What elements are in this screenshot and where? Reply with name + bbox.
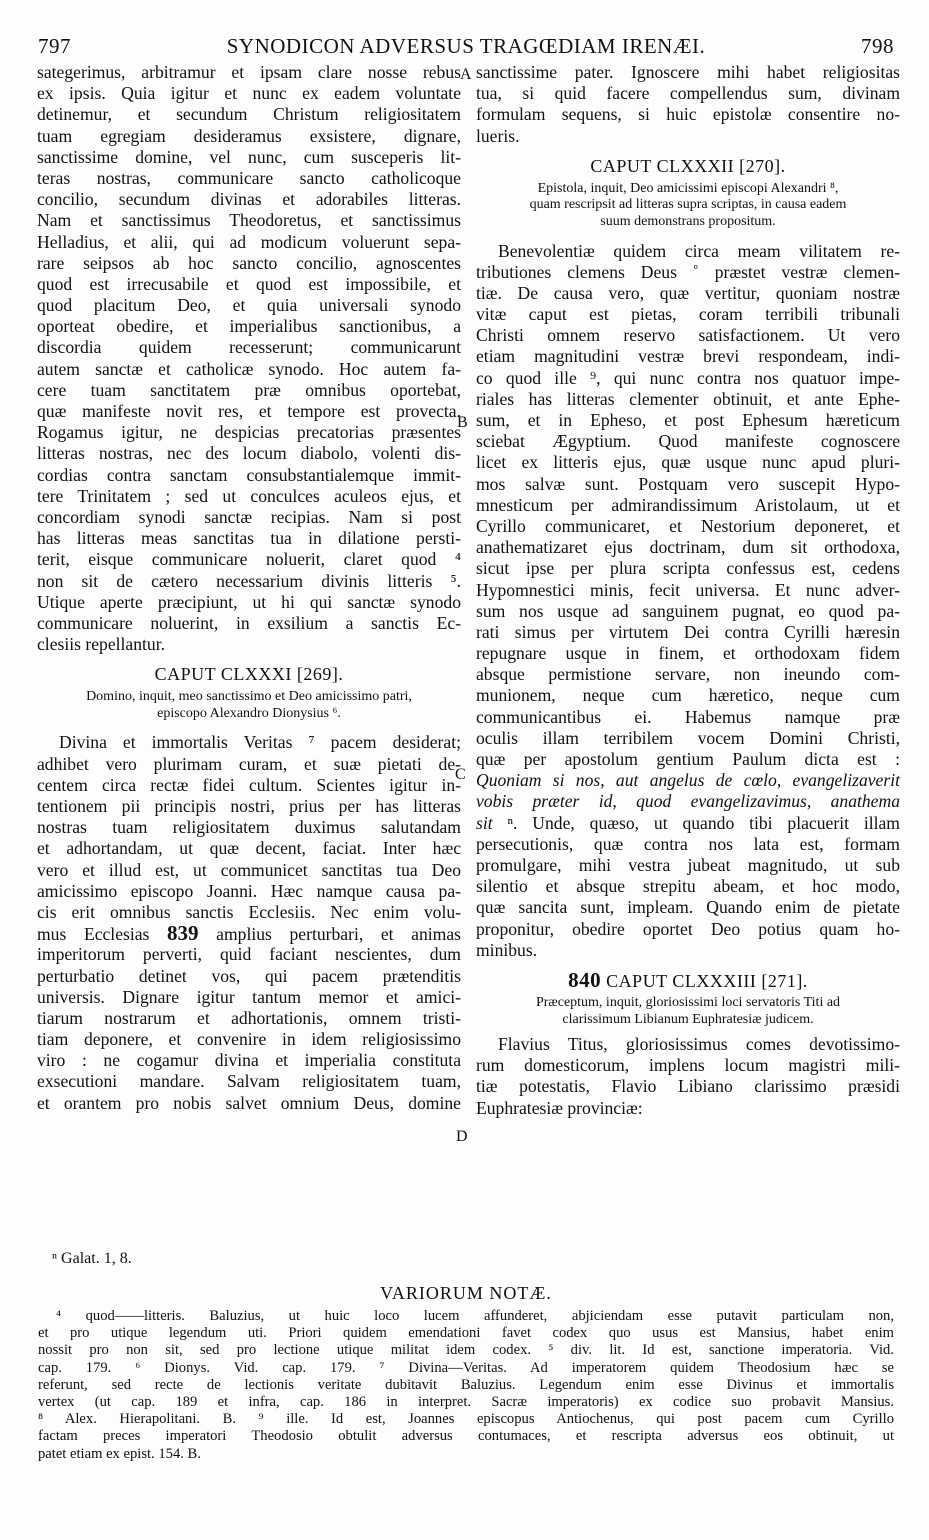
text-line: proponitur, obedire oportet Deo potius quam ho- — [476, 918, 900, 939]
text-line: silentio et absque strepitu abeam, et hoc modo, — [476, 876, 900, 897]
text-line: lueris. — [476, 125, 520, 146]
text-line: perturbatio detinet vos, qui pacem prætenditis — [37, 965, 461, 986]
folio-marker-840: 840 — [568, 967, 602, 992]
text-line: anathematizaret ejus doctrinam, dum sit orthodoxa, — [476, 537, 900, 558]
text-line: sicut ipse per plura scripta confessus est, cedens — [476, 558, 900, 579]
text-line: tiarum nostrarum et adhortationis, omnem tristi- — [37, 1007, 461, 1028]
text-line: Hypomnestici minis, fecit universa. Et nunc adver- — [476, 579, 900, 600]
text-line: sciebat Ægyptium. Quod manifeste cognoscere — [476, 431, 900, 452]
text-line: riales has litteras clementer obtinuit, et ante Ephe- — [476, 388, 900, 409]
right-column — [476, 62, 900, 1119]
notes-title: VARIORUM NOTÆ. — [380, 1283, 552, 1303]
margin-letter-a: A — [460, 66, 472, 83]
text-line: munionem, neque cum hæretico, neque cum — [476, 685, 900, 706]
note-line: patet etiam ex epist. 154. B. — [38, 1445, 201, 1462]
note-line: ⁸ Alex. Hierapolitani. B. ⁹ ille. Id est, Joannes episcopus Antiochenus, qui post pacem cum Cyrillo — [38, 1411, 894, 1428]
text-line: tuam egregiam desideramus exsistere, dignare, — [37, 125, 461, 146]
margin-letter-d: D — [456, 1128, 468, 1145]
text-line: sum nos usque ad sanguinem pugnat, eo quod pa- — [476, 600, 900, 621]
caput-181-heading: CAPUT CLXXXI [269]. — [154, 664, 344, 685]
text-line: quæ manifeste novit res, et tempore est provecta. — [37, 401, 461, 421]
text-line: exsecutioni mandare. Salvam religiositatem tuam, — [37, 1071, 461, 1092]
subtitle-line: clarissimum Libianum Euphratesiæ judicem. — [562, 1011, 814, 1027]
text-line: oculis illam terribilem vocem Domini Christi, — [476, 727, 900, 748]
text-line: centem circa rectæ fidei cultum. Scientes igitur in- — [37, 774, 461, 795]
text-line: Utique aperte præcipiunt, ut hi qui sanctæ synodo — [37, 591, 461, 612]
left-paragraph-2-cont — [37, 944, 461, 1114]
right-paragraph-2 — [476, 241, 900, 771]
text-line: Nam et sanctissimus Theodoretus, et sanctissimus — [37, 210, 461, 231]
left-column — [37, 62, 461, 1114]
subtitle-line: Domino, inquit, meo sanctissimo et Deo amicissimo patri, — [86, 689, 412, 705]
variorum-notes — [38, 1278, 894, 1463]
text-line: imperitorum perverti, quid faciant nescientes, dum — [37, 944, 461, 965]
text-line: quod est irrecusabile et quod est impossibile, et — [37, 273, 461, 294]
text-line: detinemur, et secundum Christum religiositatem — [37, 104, 461, 125]
text-line: Helladius, et alii, qui ad modicum voluerunt sepa- — [37, 231, 461, 252]
caput-182-subtitle — [476, 181, 900, 231]
text-line: ex ipsis. Quia igitur et nunc ex eadem voluntate — [37, 83, 461, 104]
text-line: absque permistione servare, non ineundo com- — [476, 664, 900, 685]
text-line: discordia quidem recesserunt; communicarunt — [37, 337, 461, 358]
text-line: sum, et in Epheso, et post Ephesum hæreticum — [476, 410, 900, 431]
quote-line: vobis præter id, quod evangelizavimus, anathema — [476, 791, 900, 812]
quote-end-line: sit ⁿ. Unde, quæso, ut quando tibi placuerit illam — [476, 812, 900, 833]
page-number-left: 797 — [38, 34, 71, 58]
text-line: amicissimo episcopo Joanni. Hæc namque causa pa- — [37, 880, 461, 901]
text-line: vitæ caput est pietas, coram terribili tribunali — [476, 304, 900, 325]
left-paragraph-2 — [37, 732, 461, 923]
text-line: sanctissime domine, vel nunc, cum susceperis lit- — [37, 146, 461, 167]
text-line: communicantibus ei. Habemus namque præ — [476, 706, 900, 727]
text-line: cis erit omnibus sanctis Ecclesiis. Nec enim volu- — [37, 901, 461, 922]
note-line: ⁴ quod——litteris. Baluzius, ut huic loco lucem affunderet, abjiciendam esse putavit particulam non, — [56, 1308, 894, 1324]
text-line: communicare noluerint, in exsilium a sanctis Ec- — [37, 612, 461, 633]
text-line: tentionem pii principis nostri, prius per has litteras — [37, 796, 461, 816]
note-line: vertex (ut cap. 189 et infra, cap. 186 in interpret. Sacræ imperatoris) ex codice suo probavit Mansius. — [38, 1393, 894, 1410]
note-line: referunt, sed recte de lectionis veritate dubitavit Baluzius. Legendum enim esse Divinus et immortalis — [38, 1376, 894, 1393]
text-line: rum domesticorum, implens locum magistri mili- — [476, 1055, 900, 1076]
text-line: mos salvæ sunt. Postquam vero suscepit Hypo- — [476, 473, 900, 494]
text-line: rare seipsos ab hoc sancto concilio, agnoscentes — [37, 252, 461, 273]
text-line: sanctissime pater. Ignoscere mihi habet religiositas — [476, 62, 900, 82]
text-line: terit, eisque communicare noluerit, claret quod ⁴ — [37, 549, 461, 570]
text-line: tiæ. De causa vero, quæ vertitur, quoniam nostræ — [476, 282, 900, 303]
text-line: co quod ille ⁹, qui nunc contra nos quatuor impe- — [476, 367, 900, 388]
quote-line: Quoniam si nos, aut angelus de cœlo, evangelizaverit — [476, 770, 900, 791]
text-line: repugnare usque in finem, et orthodoxam fidem — [476, 643, 900, 664]
text-line: viro : ne cogamur divina et imperialia constituta — [37, 1050, 461, 1071]
right-paragraph-3 — [476, 834, 900, 961]
caput-183-subtitle — [476, 995, 900, 1028]
margin-letter-c: C — [455, 766, 466, 783]
text-line: promulgare, mihi vestra jubeat magnitudo, ut sub — [476, 854, 900, 875]
right-paragraph-1 — [476, 62, 900, 147]
text-line: tiæ potestatis, Flavio Libiano clarissimo præsidi — [476, 1076, 900, 1097]
text-line: Benevolentiæ quidem circa meam vilitatem re- — [498, 240, 900, 261]
text-line: concilio, secundum divinas et adorabiles litteras. — [37, 189, 461, 210]
page-number-right: 798 — [861, 34, 894, 58]
subtitle-line: episcopo Alexandro Dionysius ⁶. — [157, 705, 341, 721]
page-header — [38, 34, 894, 62]
text-line: Rogamus igitur, ne despicias precatorias præsentes — [37, 422, 461, 443]
text-line: litteras nostras, nec des locum diabolo, volenti dis- — [37, 443, 461, 464]
text-line: tere Trinitatem ; sed ut conculces aculeos ejus, et — [37, 485, 461, 506]
pauline-quote — [476, 770, 900, 812]
line-with-839-marker: mus Ecclesias 839 amplius perturbari, et animas — [37, 921, 462, 946]
running-title: SYNODICON ADVERSUS TRAGŒDIAM IRENÆI. — [226, 34, 706, 58]
text-line: formulam sequens, si huic epistolæ consentire no- — [476, 104, 900, 125]
left-paragraph-1 — [37, 62, 461, 655]
text-line: rati simus per virtutem Dei contra Cyrilli hæresin — [476, 621, 900, 642]
note-line: cap. 179. ⁶ Dionys. Vid. cap. 179. ⁷ Divina—Veritas. Ad imperatorem quidem Theodosium hæc se — [38, 1359, 894, 1376]
text-line: non sit de cætero necessarium divinis litteris ⁵. — [37, 570, 461, 591]
folio-marker-839: 839 — [167, 921, 199, 946]
text-line: has litteras meas sanctitas tua in dilatione persti- — [37, 528, 461, 549]
text-line: clesiis repellantur. — [37, 634, 166, 655]
caput-182-heading: CAPUT CLXXXII [270]. — [590, 155, 786, 176]
text-line: concordiam synodi sanctæ recipias. Nam si post — [37, 506, 461, 527]
text-line: quæ sancita sunt, impleam. Quando enim de pietate — [476, 897, 900, 918]
text-line: quæ per apostolum gentium Paulum dicta est : — [476, 749, 900, 770]
text-line: vero et illud est, ut communicet sanctitas tua Deo — [37, 859, 461, 880]
text-line: teras nostras, communicare sancto catholicoque — [37, 167, 461, 188]
text-line: autem sanctæ et catholicæ synodo. Hoc autem fa- — [37, 358, 461, 379]
caput-183-heading: 840 CAPUT CLXXXIII [271]. — [568, 967, 808, 992]
text-line: et adhortandam, ut quæ decent, faciat. Inter hæc — [37, 838, 461, 859]
notes-body — [38, 1308, 894, 1463]
text-line: tributiones clemens Deus ˚ præstet vestræ clemen- — [476, 261, 900, 282]
text-line: persecutionis, quæ contra nos lata est, formam — [476, 833, 900, 854]
text-line: cere tuam sanctitatem præ omnibus oportebat, — [37, 379, 461, 400]
text-line: etiam magnitudini vestræ brevi respondeam, indi- — [476, 346, 900, 367]
note-line: et pro utique legendum uti. Priori quidem emendationi favet codex quo usus est Mansius, habet enim — [38, 1325, 894, 1342]
text-line: quod placitum Deo, et quia universali synodo — [37, 295, 461, 316]
text-line: tiam deponere, et convenire in idem religiosissimo — [37, 1029, 461, 1050]
text-line: Divina et immortalis Veritas ⁷ pacem desiderat; — [59, 732, 461, 753]
text-line: Cyrillo communicaret, et Nestorium deponeret, et — [476, 515, 900, 536]
text-line: mnesticum per admirandissimum Aristolaum, ut et — [476, 494, 900, 515]
text-line: licet ex litteris ejus, quæ usque nunc apud pluri- — [476, 452, 900, 473]
text-line: sategerimus, arbitramur et ipsam clare nosse rebus — [37, 62, 461, 82]
text-line: et orantem pro nobis salvet omnium Deus, domine — [37, 1092, 461, 1113]
text-line: oporteat obedire, et imperialibus sanctionibus, a — [37, 316, 461, 337]
text-line: Flavius Titus, gloriosissimus comes devotissimo- — [498, 1034, 900, 1055]
subtitle-line: quam rescripsit ad litteras supra scriptas, in causa eadem — [529, 197, 847, 213]
margin-letter-b: B — [457, 414, 468, 431]
text-line: Euphratesiæ provinciæ: — [476, 1097, 643, 1118]
subtitle-line: Præceptum, inquit, gloriosissimi loci servatoris Titi ad — [535, 994, 841, 1010]
right-paragraph-4 — [476, 1034, 900, 1119]
text-line: adhibet vero plurimam curam, et suæ pietati de- — [37, 753, 461, 774]
subtitle-line: Epistola, inquit, Deo amicissimi episcopi Alexandri ⁸, — [537, 180, 839, 196]
caput-181-subtitle — [37, 689, 461, 722]
footnote: ⁿ Galat. 1, 8. — [52, 1250, 132, 1267]
text-line: minibus. — [476, 939, 538, 960]
text-line: tua, si quid facere compellendus sum, divinam — [476, 83, 900, 104]
note-line: factam preces imperatori Theodosio obtulit adversus contumaces, et rescripta adversus eos obtinuit, ut — [38, 1428, 894, 1445]
text-line: nostras tuam religiositatem duximus salutandam — [37, 817, 461, 838]
note-line: nossit pro non sit, sed pro lectione utique militat idem codex. ⁵ div. lit. Id est, sanctione imperatoria. Vid. — [38, 1342, 894, 1359]
text-line: Christi omnem reservo satisfactionem. Ut vero — [476, 325, 900, 346]
subtitle-line: suum demonstrans propositum. — [600, 213, 776, 229]
text-line: universis. Dignare igitur tantum memor et amici- — [37, 986, 461, 1007]
text-line: cordias contra sanctam consubstantialemque immit- — [37, 464, 461, 485]
